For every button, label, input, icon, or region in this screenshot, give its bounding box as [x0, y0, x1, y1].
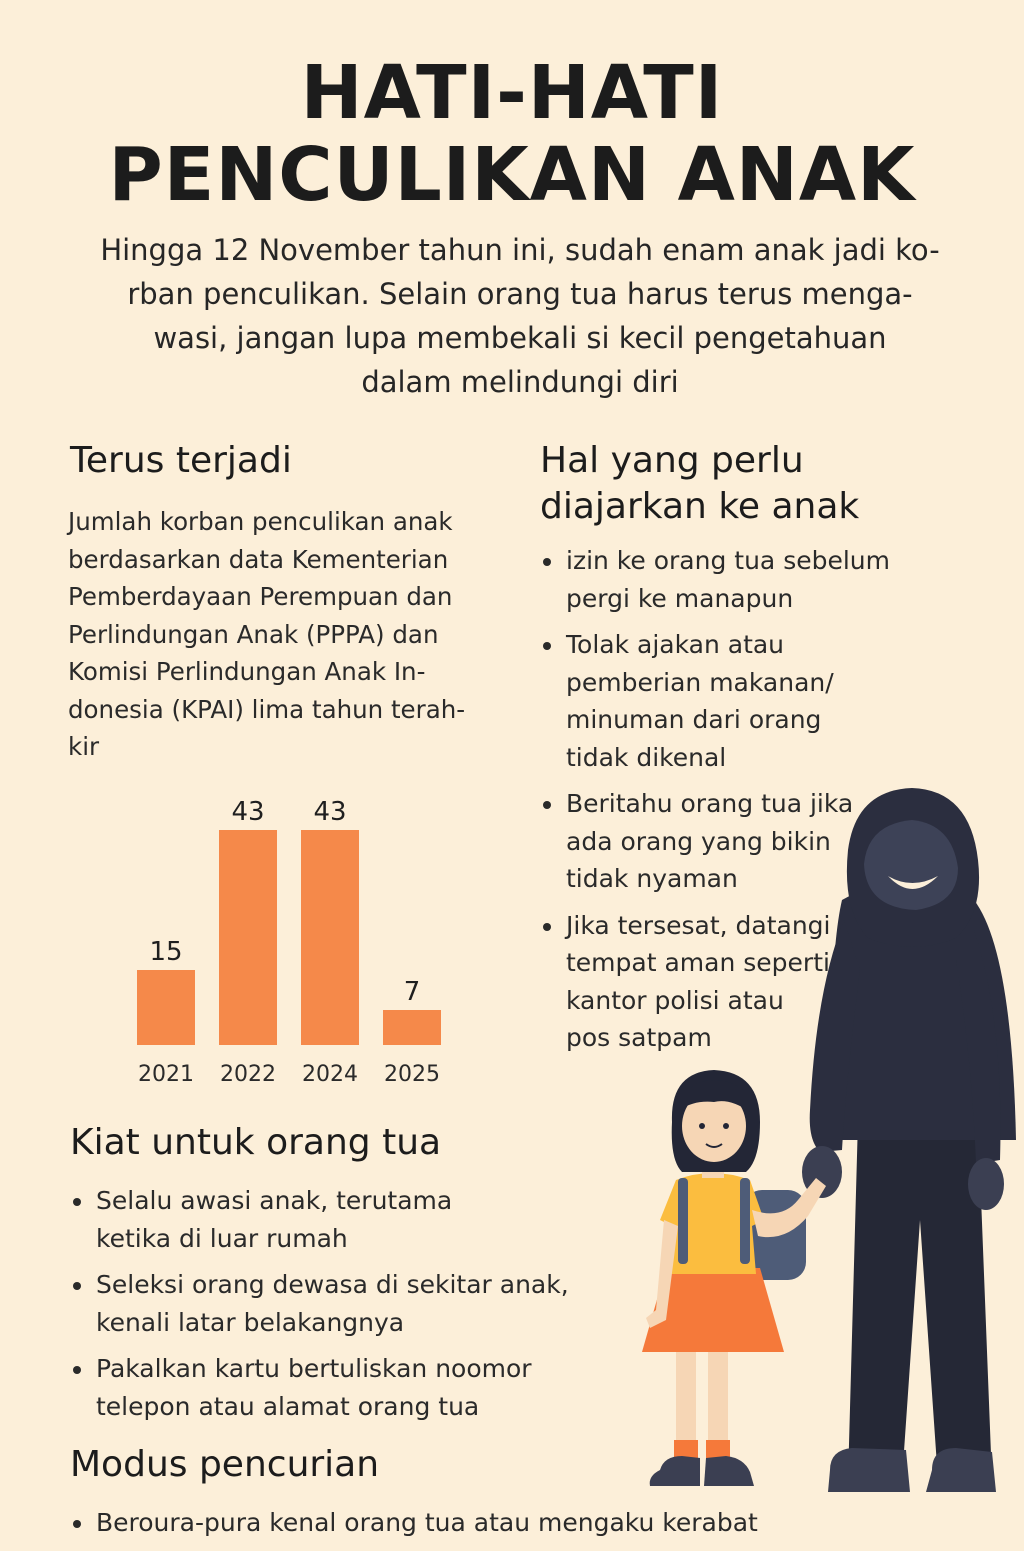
bar-value-label: 43 [313, 797, 347, 827]
list-item-text: tidak dikenal [566, 742, 727, 772]
chart-svg [120, 790, 480, 1090]
title-line-1: HATI-HATI [300, 50, 724, 136]
list-item-text: Seleksi orang dewasa di sekitar anak, [96, 1270, 569, 1299]
hal-heading-line-2: diajarkan ke anak [540, 486, 860, 527]
list-item-text: minuman dari orang [566, 705, 822, 734]
bar-value-label: 15 [149, 937, 183, 967]
bar-2025 [383, 1010, 441, 1045]
list-item [540, 542, 890, 617]
list-item-text: Pakalkan kartu bertuliskan noomor [96, 1354, 532, 1383]
illustration [620, 780, 1024, 1536]
list-item-text: tidak nyaman [566, 864, 738, 893]
terus-desc-line: berdasarkan data Kementerian [68, 544, 449, 574]
x-tick-label: 2022 [220, 1062, 276, 1087]
terus-desc-line: Jumlah korban penculikan anak [68, 507, 453, 536]
bar-2021 [137, 970, 195, 1045]
terus-desc-line: kir [68, 732, 100, 761]
list-item-text: izin ke orang tua sebelum [566, 546, 890, 575]
x-tick-label: 2021 [138, 1062, 194, 1087]
bar-2024 [301, 830, 359, 1045]
terus-heading: Terus terjadi [70, 440, 292, 481]
title-line-2: PENCULIKAN ANAK [108, 132, 916, 218]
list-item-text: Beritahu orang tua jika [566, 789, 854, 818]
list-item-text: kantor polisi atau [566, 985, 784, 1015]
intro-line: dalam melindungi diri [361, 365, 679, 399]
list-item-text: Tolak ajakan atau [566, 630, 785, 659]
list-item-text: pergi ke manapun [566, 583, 794, 613]
list-item-text: tempat aman seperti [566, 948, 830, 977]
kiat-heading: Kiat untuk orang tua [70, 1122, 442, 1163]
list-item [70, 1266, 590, 1341]
list-item-text: Selalu awasi anak, terutama [96, 1186, 453, 1215]
list-item-text: pos satpam [566, 1023, 712, 1052]
child-figure [642, 1070, 826, 1486]
x-tick-label: 2024 [302, 1062, 358, 1087]
list-item [70, 1350, 590, 1425]
list-item [540, 626, 880, 776]
modus-heading: Modus pencurian [70, 1444, 380, 1485]
list-item-text: Beroura-pura kenal orang tua atau mengaku kerabat [96, 1508, 758, 1537]
list-item-text: kenali latar belakangnya [96, 1307, 405, 1337]
terus-description [68, 503, 498, 766]
terus-desc-line: Perlindungan Anak (PPPA) dan [68, 619, 439, 649]
terus-desc-line: Komisi Perlindungan Anak In- [68, 657, 426, 686]
kiat-list [70, 1182, 590, 1434]
intro-text [90, 228, 950, 404]
hal-heading-line-1: Hal yang perlu [540, 440, 804, 481]
illustration-svg [620, 780, 1024, 1536]
modus-list [70, 1504, 770, 1551]
bar-value-label: 43 [231, 797, 265, 827]
list-item-text: telepon atau alamat orang tua [96, 1391, 480, 1421]
victims-bar-chart [120, 790, 480, 1090]
list-item-text: ketika di luar rumah [96, 1223, 348, 1253]
list-item-text: pemberian makanan/ [566, 667, 834, 697]
bar-2022 [219, 830, 277, 1045]
intro-line: rban penculikan. Selain orang tua harus terus menga- [127, 277, 913, 311]
terus-desc-line: donesia (KPAI) lima tahun terah- [68, 694, 466, 724]
page-title [0, 52, 1024, 216]
intro-line: Hingga 12 November tahun ini, sudah enam anak jadi ko- [100, 233, 940, 267]
list-item [70, 1182, 590, 1257]
terus-desc-line: Pemberdayaan Perempuan dan [68, 582, 453, 611]
hooded-figure [802, 788, 1016, 1492]
list-item-text: Jika tersesat, datangi [566, 910, 831, 940]
bar-value-label: 7 [403, 977, 421, 1007]
intro-line: wasi, jangan lupa membekali si kecil pengetahuan [153, 321, 887, 355]
x-tick-label: 2025 [384, 1062, 440, 1087]
list-item-text: ada orang yang bikin [566, 826, 831, 856]
